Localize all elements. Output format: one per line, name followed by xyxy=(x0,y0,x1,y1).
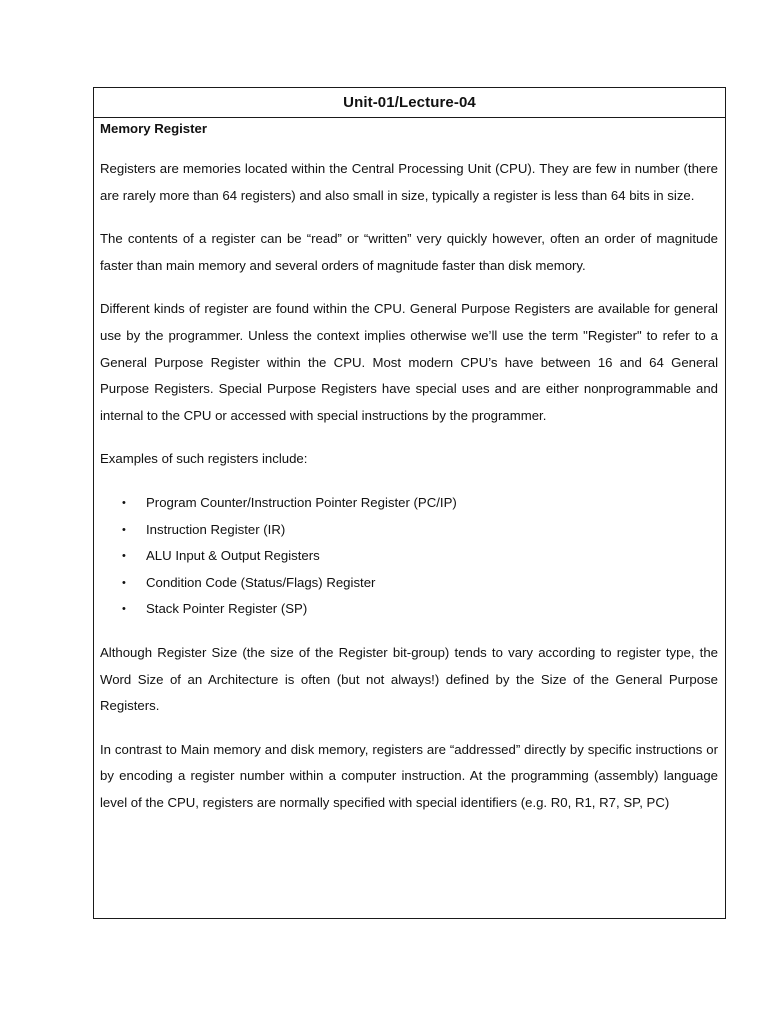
bullet-icon: • xyxy=(122,496,126,509)
document-body xyxy=(94,119,725,816)
list-item xyxy=(100,596,718,623)
list-item xyxy=(100,543,718,570)
list-item xyxy=(100,517,718,544)
list-item-text: Instruction Register (IR) xyxy=(146,521,286,537)
lecture-page-box xyxy=(93,87,726,919)
bullet-icon: • xyxy=(122,603,126,616)
paragraph-registers-intro: Registers are memories located within the Central Processing Unit (CPU). They are few in number (there are rarely more than 64 registers) and also small in size, typically a register is less than 64 bits in size. xyxy=(100,161,718,203)
paragraph-register-speed: The contents of a register can be “read” or “written” very quickly however, often an order of magnitude faster than main memory and several orders of magnitude faster than disk memory. xyxy=(100,231,718,273)
bullet-icon: • xyxy=(122,576,126,589)
title-row xyxy=(94,88,725,118)
paragraph-examples-intro: Examples of such registers include: xyxy=(100,451,308,467)
paragraph-register-size: Although Register Size (the size of the Register bit-group) tends to vary according to register type, the Word Size of an Architecture is often (but not always!) defined by the Size of the General Purpose Registers. xyxy=(100,644,718,714)
list-item-text: Condition Code (Status/Flags) Register xyxy=(146,574,376,590)
list-item-text: Stack Pointer Register (SP) xyxy=(146,601,308,617)
list-item-text: ALU Input & Output Registers xyxy=(146,548,320,564)
section-heading: Memory Register xyxy=(100,121,208,136)
list-item xyxy=(100,570,718,597)
paragraph-register-addressing: In contrast to Main memory and disk memory, registers are “addressed” directly by specific instructions or by encoding a register number within a computer instruction. At the programming (assembly) language level of the CPU, registers are normally specified with special identifiers (e.g. R0, R1, R7, SP, PC) xyxy=(100,741,718,810)
bullet-icon: • xyxy=(122,550,126,563)
list-item-text: Program Counter/Instruction Pointer Register (PC/IP) xyxy=(146,494,457,510)
register-examples-list xyxy=(100,490,718,623)
list-item xyxy=(100,490,718,517)
document-title: Unit-01/Lecture-04 xyxy=(343,94,476,111)
bullet-icon: • xyxy=(122,523,126,536)
paragraph-register-kinds: Different kinds of register are found within the CPU. General Purpose Registers are available for general use by the programmer. Unless the context implies otherwise we’ll use the term "Register" to refer to a General Purpose Register within the CPU. Most modern CPU’s have between 16 and 64 General Purpose Registers. Special Purpose Registers have special uses and are either nonprogrammable and internal to the CPU or accessed with special instructions by the programmer. xyxy=(100,301,718,423)
